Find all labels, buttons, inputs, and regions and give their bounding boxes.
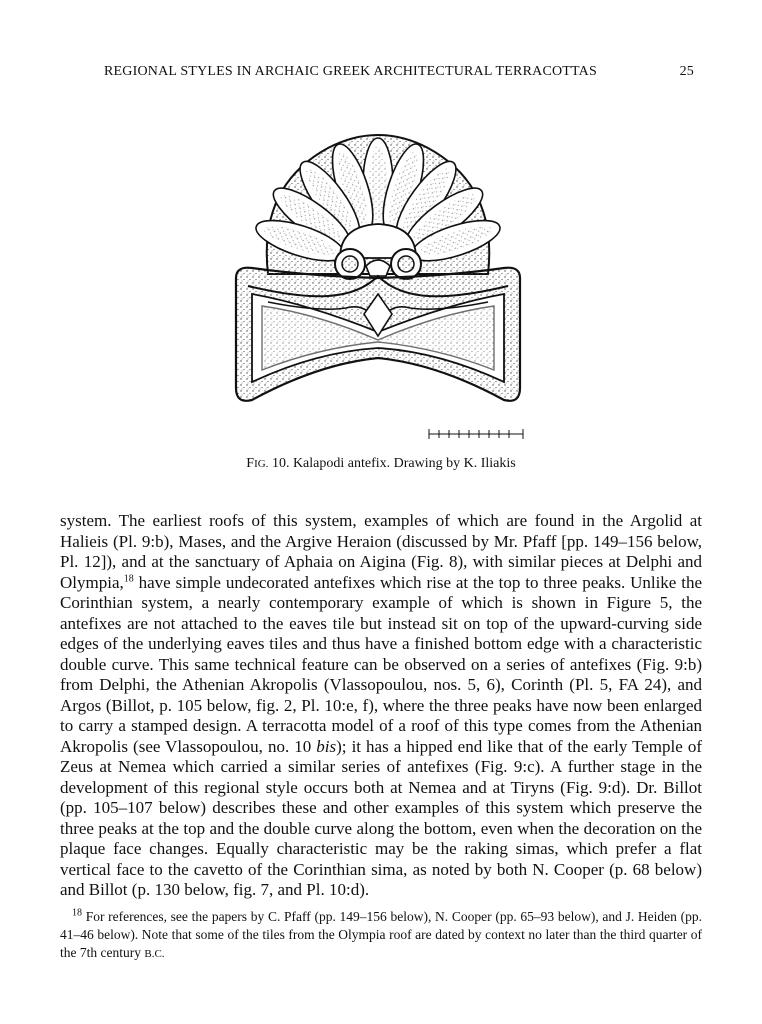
footnote-text: For references, see the papers by C. Pfaff (pp. 149–156 below), N. Cooper (pp. 65–93 below), and J. Heiden (pp. 41–46 below). Note that some of the tiles from the Olympia roof are dated by context no later than the third quarter of the 7th century (60, 909, 702, 960)
footnote-era: B.C. (144, 948, 165, 960)
footnote-number: 18 (72, 907, 82, 919)
footnote (60, 908, 702, 963)
running-header (60, 64, 700, 84)
page-number: 25 (679, 64, 694, 79)
caption-prefix: F (246, 456, 255, 471)
figure-caption (0, 456, 762, 472)
caption-text: 10. Kalapodi antefix. Drawing by K. Iliakis (268, 456, 516, 471)
antefix-drawing (228, 126, 528, 426)
body-italic-word: bis (316, 736, 337, 756)
scale-bar (428, 426, 524, 440)
body-text-part-1: system. The earliest roofs of this system, examples of which are found in the Argolid at Halieis (Pl. 9:b), Mases, and the Argive Heraion (discussed by Mr. Pfaff [pp. 149–156 below, Pl. 12]), and at the sanctuary of Aphaia on Aigina (Fig. 8), with similar pieces at Delphi and Olympia, (60, 511, 702, 592)
body-text-part-2: have simple undecorated antefixes which rise at the top to three peaks. Unlike the Corinthian system, a nearly contemporary example of which is shown in Figure 5, the antefixes are not attached to the eaves tile but instead sit on top of the upward-curving side edges of the underlying eaves tiles and thus have a finished bottom edge with a characteristic double curve. This same technical feature can be observed on a series of antefixes (Fig. 9:b) from Delphi, the Athenian Akropolis (Vlassopoulou, nos. 5, 6), Corinth (Pl. 5, FA 24), and Argos (Billot, p. 105 below, fig. 2, Pl. 10:e, f), where the three peaks have now been enlarged to carry a stamped design. A terracotta model of a roof of this type comes from the Athenian Akropolis (see Vlassopoulou, no. 10 (60, 572, 702, 756)
running-title: REGIONAL STYLES IN ARCHAIC GREEK ARCHITECTURAL TERRACOTTAS (104, 64, 597, 79)
caption-prefix-smallcaps: IG. (254, 458, 269, 470)
footnote-reference: 18 (123, 572, 134, 584)
body-paragraph (60, 511, 702, 901)
body-text-part-3: ); it has a hipped end like that of the early Temple of Zeus at Nemea which carried a similar series of antefixes (Fig. 9:c). A further stage in the development of this regional style occurs both at Nemea and at Tiryns (Fig. 9:d). Dr. Billot (pp. 105–107 below) describes these and other examples of this system which preserve the three peaks at the top and the double curve along the bottom, even when the decoration on the plaque face changes. Equally characteristic may be the raking simas, which prefer a flat vertical face to the cavetto of the Corinthian sima, as noted by both N. Cooper (p. 68 below) and Billot (p. 130 below, fig. 7, and Pl. 10:d). (60, 736, 703, 899)
